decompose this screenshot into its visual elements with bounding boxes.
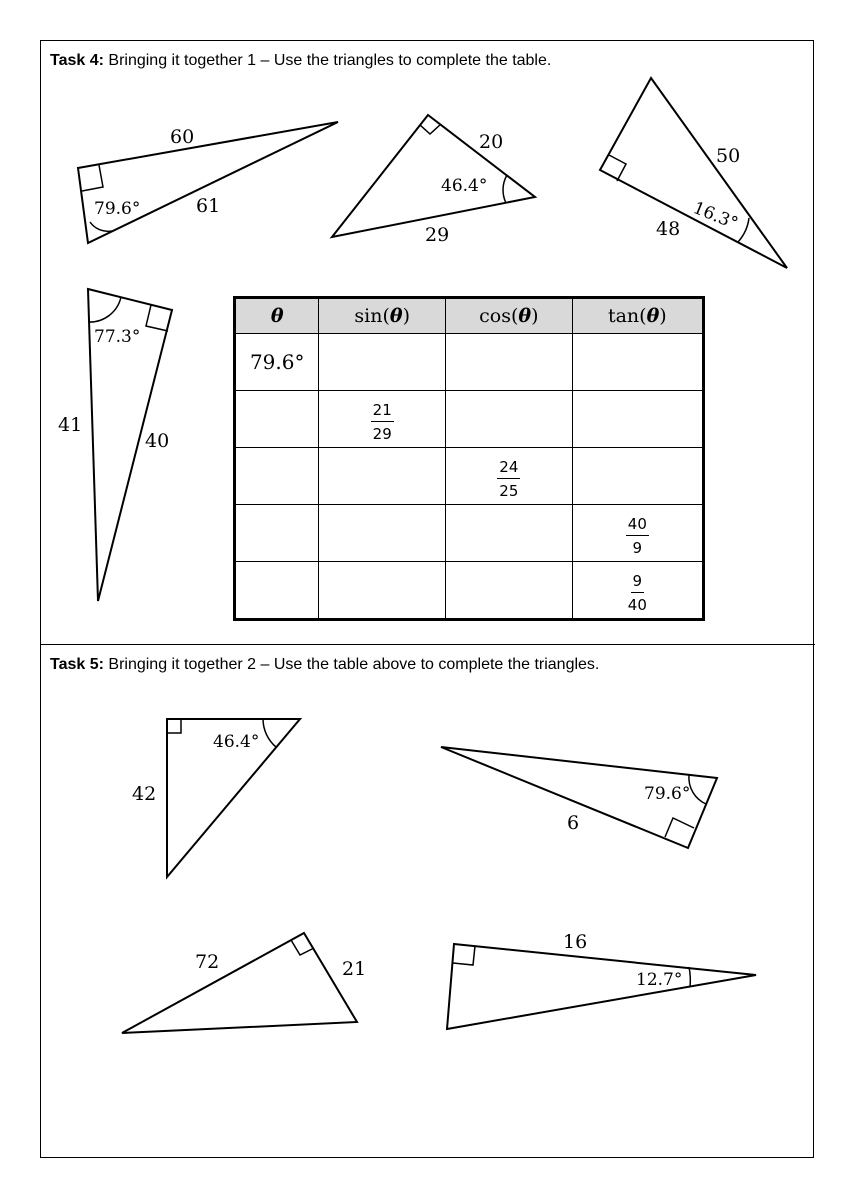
header-sin <box>319 298 446 334</box>
fraction <box>628 572 647 614</box>
cell-theta[interactable] <box>235 448 319 505</box>
header-tan <box>572 298 703 334</box>
triangle-8-angle: 12.7° <box>636 970 683 990</box>
cell-tan[interactable] <box>572 505 703 562</box>
triangle-1-angle: 79.6° <box>94 199 141 219</box>
fraction <box>626 515 649 557</box>
triangle-3 <box>600 78 787 268</box>
fraction-denominator: 9 <box>632 538 643 557</box>
triangle-2-side-20: 20 <box>479 131 504 153</box>
triangle-4-side-41: 41 <box>58 414 83 436</box>
cell-cos[interactable] <box>446 448 573 505</box>
fraction-numerator: 24 <box>497 458 520 479</box>
header-tan-close: ) <box>659 305 667 327</box>
fraction-numerator: 9 <box>631 572 645 593</box>
cell-sin[interactable] <box>319 391 446 448</box>
triangle-1-side-61: 61 <box>196 195 221 217</box>
cell-tan[interactable] <box>572 391 703 448</box>
triangle-1-side-60: 60 <box>170 126 195 148</box>
fraction-denominator: 29 <box>372 424 392 443</box>
cell-sin[interactable] <box>319 448 446 505</box>
cell-theta[interactable] <box>235 505 319 562</box>
header-tan-var: θ <box>646 305 660 327</box>
header-cos-fn: cos( <box>479 305 519 327</box>
table-row <box>235 562 704 620</box>
triangle-2-side-29: 29 <box>425 224 450 246</box>
triangle-7 <box>122 933 366 1033</box>
header-sin-var: θ <box>389 305 403 327</box>
triangle-6-angle: 79.6° <box>644 784 691 804</box>
fraction <box>497 458 520 500</box>
fraction-denominator: 25 <box>499 481 519 500</box>
header-sin-fn: sin( <box>354 305 390 327</box>
task4-instructions: Bringing it together 1 – Use the triangles to complete the table. <box>103 52 552 69</box>
trig-table-header <box>235 298 704 334</box>
cell-theta[interactable] <box>235 562 319 620</box>
triangle-8-side-16: 16 <box>563 931 588 953</box>
header-cos-var: θ <box>518 305 532 327</box>
fraction-denominator: 40 <box>627 595 647 614</box>
triangle-5-angle: 46.4° <box>213 732 260 752</box>
triangle-7-side-72: 72 <box>195 951 220 973</box>
triangle-5 <box>132 719 300 877</box>
cell-value: 79.6° <box>249 350 305 374</box>
cell-tan[interactable] <box>572 334 703 391</box>
cell-cos[interactable] <box>446 391 573 448</box>
fraction-numerator: 21 <box>371 401 394 422</box>
task4-label: Task 4: <box>50 52 104 69</box>
triangle-1 <box>78 122 338 243</box>
header-tan-fn: tan( <box>607 305 647 327</box>
trig-table-body <box>235 334 704 620</box>
cell-theta[interactable] <box>235 391 319 448</box>
triangle-3-side-48: 48 <box>656 218 681 240</box>
task5-label: Task 5: <box>50 656 104 673</box>
cell-sin[interactable] <box>319 334 446 391</box>
cell-sin[interactable] <box>319 505 446 562</box>
fraction-numerator: 40 <box>626 515 649 536</box>
triangle-8 <box>447 931 756 1029</box>
cell-cos[interactable] <box>446 505 573 562</box>
table-row <box>235 391 704 448</box>
header-cos-close: ) <box>531 305 539 327</box>
cell-tan[interactable] <box>572 562 703 620</box>
triangle-6-side-6: 6 <box>567 812 580 834</box>
header-theta-var: θ <box>270 305 284 327</box>
triangle-2-angle: 46.4° <box>441 176 488 196</box>
header-sin-close: ) <box>402 305 411 327</box>
triangle-4-angle: 77.3° <box>94 327 141 347</box>
header-cos <box>446 298 573 334</box>
triangle-3-side-50: 50 <box>716 145 741 167</box>
triangle-4 <box>58 289 172 601</box>
triangle-6 <box>441 747 717 848</box>
trig-table <box>233 296 705 621</box>
cell-cos[interactable] <box>446 334 573 391</box>
fraction <box>371 401 394 443</box>
triangle-3-angle: 16.3° <box>690 198 741 235</box>
triangle-2 <box>332 115 535 246</box>
triangle-4-side-40: 40 <box>145 430 170 452</box>
table-row <box>235 505 704 562</box>
table-row <box>235 334 704 391</box>
cell-theta[interactable] <box>235 334 319 391</box>
cell-tan[interactable] <box>572 448 703 505</box>
triangle-7-side-21: 21 <box>342 958 367 980</box>
cell-cos[interactable] <box>446 562 573 620</box>
cell-sin[interactable] <box>319 562 446 620</box>
header-theta <box>235 298 319 334</box>
task5-instructions: Bringing it together 2 – Use the table above to complete the triangles. <box>103 656 600 673</box>
triangle-5-side-42: 42 <box>132 783 157 805</box>
table-row <box>235 448 704 505</box>
